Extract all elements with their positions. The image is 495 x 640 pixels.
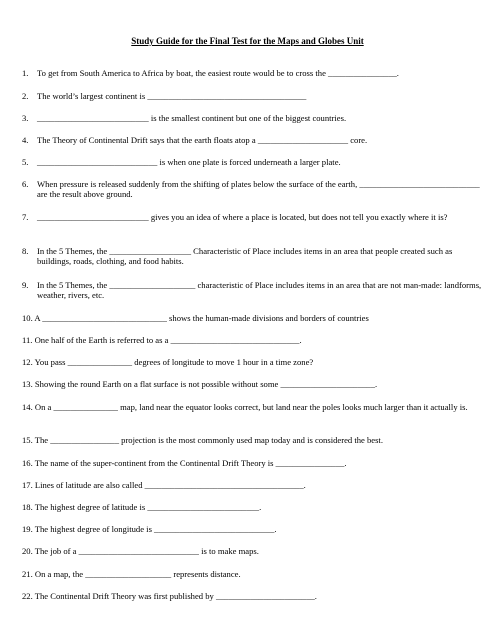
question-text: __________________________ gives you an idea of where a place is located, but does not tell you exactly where it is? [37,212,448,222]
question-22 [22,591,484,601]
question-10 [22,313,484,323]
question-6 [22,179,484,200]
page-title: Study Guide for the Final Test for the Maps and Globes Unit [131,36,364,46]
question-4 [22,135,484,145]
question-20 [22,546,484,556]
question-2 [22,91,484,101]
question-text: 21. On a map, the ____________________ represents distance. [22,569,241,579]
question-number: 3. [22,113,29,123]
question-3 [22,113,484,123]
question-text: 14. On a _______________ map, land near the equator looks correct, but land near the poles looks much larger than it actually is. [22,402,468,412]
question-21 [22,569,484,579]
question-17 [22,480,484,490]
question-text: 16. The name of the super-continent from the Continental Drift Theory is ________________. [22,458,347,468]
question-text: When pressure is released suddenly from the shifting of plates below the surface of the earth, ____________________________ are the result above ground. [37,179,480,200]
question-number: 6. [22,179,29,189]
question-text: To get from South America to Africa by boat, the easiest route would be to cross the ________________. [37,68,399,78]
question-number: 8. [22,246,29,256]
question-text: 18. The highest degree of latitude is __________________________. [22,502,262,512]
question-18 [22,502,484,512]
question-text: 12. You pass _______________ degrees of longitude to move 1 hour in a time zone? [22,357,314,367]
question-number: 7. [22,212,29,222]
question-text: 15. The ________________ projection is the most commonly used map today and is considered the best. [22,435,383,445]
question-text: In the 5 Themes, the ____________________ characteristic of Place includes items in an area that are not man-made: landforms, weather, rivers, etc. [37,280,482,301]
question-9 [22,280,484,301]
question-text: 19. The highest degree of longitude is ____________________________. [22,524,277,534]
question-19 [22,524,484,534]
question-11 [22,335,484,345]
question-text: ____________________________ is when one plate is forced underneath a larger plate. [37,157,341,167]
question-13 [22,379,484,389]
question-text: In the 5 Themes, the ___________________ Characteristic of Place includes items in an area that people created such as buildings, roads, clothing, and food habits. [37,246,453,267]
question-8 [22,246,484,267]
question-number: 1. [22,68,29,78]
question-text: 20. The job of a ____________________________ is to make maps. [22,546,259,556]
question-16 [22,458,484,468]
question-text: The Theory of Continental Drift says that the earth floats atop a _____________________ core. [37,135,368,145]
question-12 [22,357,484,367]
question-text: 17. Lines of latitude are also called _____________________________________. [22,480,306,490]
question-text: 13. Showing the round Earth on a flat surface is not possible without some ______________________. [22,379,378,389]
question-text: The world’s largest continent is _____________________________________ [37,91,307,101]
question-text: 22. The Continental Drift Theory was first published by _______________________. [22,591,317,601]
question-5 [22,157,484,167]
question-number: 4. [22,135,29,145]
question-text: __________________________ is the smallest continent but one of the biggest countries. [37,113,347,123]
question-1 [22,68,484,78]
question-number: 2. [22,91,29,101]
question-14 [22,402,484,412]
question-15 [22,435,484,445]
question-7 [22,212,484,222]
question-text: 10. A _____________________________ shows the human-made divisions and borders of countries [22,313,369,323]
question-text: 11. One half of the Earth is referred to as a ______________________________. [22,335,302,345]
question-number: 9. [22,280,29,290]
question-number: 5. [22,157,29,167]
